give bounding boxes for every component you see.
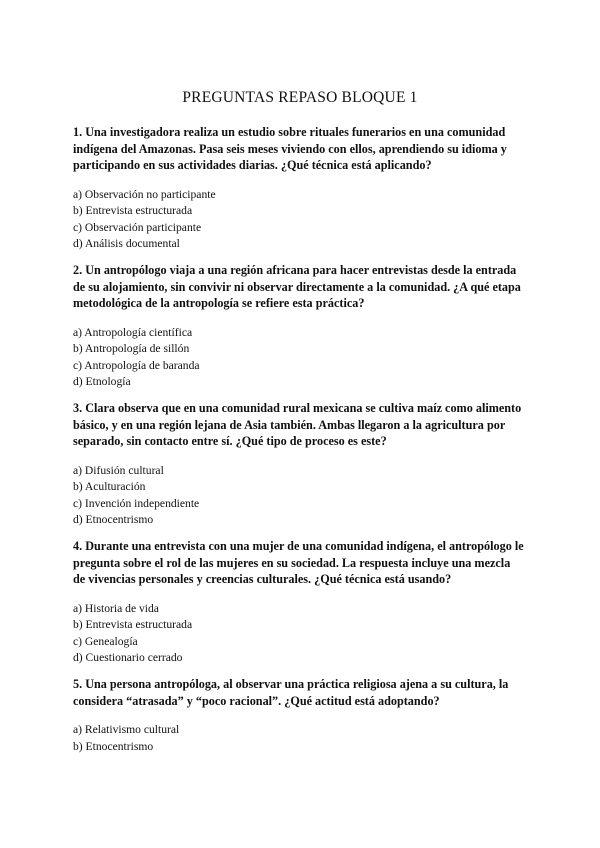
option-d: d) Etnocentrismo [73,513,154,526]
option-b: b) Entrevista estructurada [73,618,193,632]
question-text: 1. Una investigadora realiza un estudio sobre rituales funerarios en una comunidad indígena del Amazonas. Pasa seis meses viviendo con ellos, aprendiendo su idioma y participando en sus actividades diarias. ¿Qué técnica está aplicando? [73,125,507,173]
option-a: a) Relativismo cultural [73,723,180,737]
option-c: c) Genealogía [73,634,138,648]
option-d: d) Cuestionario cerrado [73,651,183,664]
question-3 [73,400,525,528]
options-list [73,722,525,755]
question-4 [73,538,525,666]
option-b: b) Entrevista estructurada [73,204,193,218]
question-text: 3. Clara observa que en una comunidad rural mexicana se cultiva maíz como alimento básico, y en una región lejana de Asia también. Ambas llegaron a la agricultura por separado, sin contacto entre sí. ¿Qué tipo de proceso es este? [73,401,522,449]
page-title: PREGUNTAS REPASO BLOQUE 1 [182,89,418,106]
option-c: c) Observación participante [73,220,202,234]
question-text: 2. Un antropólogo viaja a una región africana para hacer entrevistas desde la entrada de su alojamiento, sin convivir ni observar directamente a la comunidad. ¿A qué etapa metodológica de la antropología se refiere esta práctica? [73,263,521,311]
option-c: c) Invención independiente [73,496,200,510]
options-list [73,463,525,529]
option-d: d) Análisis documental [73,237,180,250]
option-d: d) Etnología [73,375,131,388]
question-1 [73,124,525,252]
options-list [73,325,525,391]
option-a: a) Historia de vida [73,601,159,615]
question-text: 4. Durante una entrevista con una mujer de una comunidad indígena, el antropólogo le pregunta sobre el rol de las mujeres en su sociedad. La respuesta incluye una mezcla de vivencias personales y creencias culturales. ¿Qué técnica está usando? [73,539,524,587]
option-b: b) Etnocentrismo [73,739,154,753]
option-a: a) Difusión cultural [73,463,164,477]
option-b: b) Aculturación [73,480,146,494]
question-text: 5. Una persona antropóloga, al observar una práctica religiosa ajena a su cultura, la considera “atrasada” y “poco racional”. ¿Qué actitud está adoptando? [73,677,509,708]
option-c: c) Antropología de baranda [73,358,200,372]
question-5 [73,676,525,755]
option-a: a) Observación no participante [73,187,216,201]
options-list [73,601,525,667]
question-2 [73,262,525,390]
options-list [73,187,525,253]
option-b: b) Antropología de sillón [73,342,190,356]
option-a: a) Antropología científica [73,325,193,339]
